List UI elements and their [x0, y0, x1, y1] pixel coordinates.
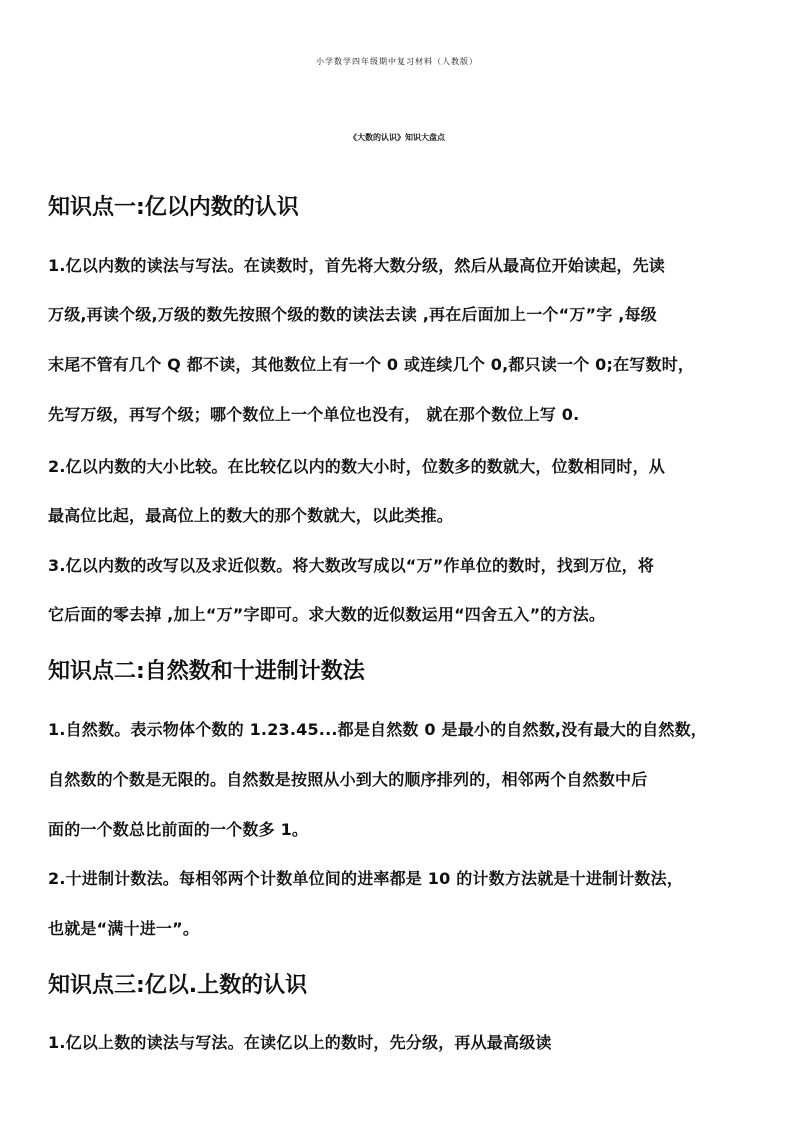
section-heading-1: 知识点一:亿以内数的认识 — [48, 195, 299, 220]
paragraph-line: 自然数的个数是无限的。自然数是按照从小到大的顺序排列的，相邻两个自然数中后 — [48, 770, 648, 789]
document-title: 小学数学四年级期中复习材料（人教版） — [316, 57, 478, 66]
paragraph-line: 先写万级，再写个级；哪个数位上一个单位也没有， 就在那个数位上写 0. — [48, 405, 580, 424]
section-heading-3: 知识点三:亿以.上数的认识 — [48, 973, 308, 998]
paragraph-line: 1.亿以上数的读法与写法。在读亿以上的数时，先分级，再从最高级读 — [48, 1033, 552, 1052]
paragraph-line: 2.十进制计数法。每相邻两个计数单位间的进率都是 10 的计数方法就是十进制计数法， — [48, 869, 684, 888]
paragraph-line: 它后面的零去掉 ,加上“万”字即可。求大数的近似数运用“四舍五入”的方法。 — [48, 605, 606, 624]
paragraph-line: 1.自然数。表示物体个数的 1.23.45...都是自然数 0 是最小的自然数,没有最大的自然数， — [48, 720, 707, 739]
paragraph-line: 1.亿以内数的读法与写法。在读数时，首先将大数分级，然后从最高位开始读起，先读 — [48, 256, 666, 275]
paragraph-line: 3.亿以内数的改写以及求近似数。将大数改写成以“万”作单位的数时，找到万位，将 — [48, 556, 655, 575]
paragraph-line: 万级,再读个级,万级的数先按照个级的数的读法去读 ,再在后面加上一个“万”字 ,每级 — [48, 305, 657, 324]
section-heading-2: 知识点二:自然数和十进制计数法 — [48, 659, 365, 684]
document-subtitle: 《大数的认识》知识大盘点 — [349, 133, 445, 142]
paragraph-line: 最高位比起，最高位上的数大的那个数就大，以此类推。 — [48, 506, 454, 525]
paragraph-line: 2.亿以内数的大小比较。在比较亿以内的数大小时，位数多的数就大，位数相同时，从 — [48, 457, 666, 476]
paragraph-line: 也就是“满十进一”。 — [48, 919, 200, 938]
paragraph-line: 末尾不管有几个 Q 都不读，其他数位上有一个 0 或连续几个 0,都只读一个 0;在写数时， — [48, 355, 695, 374]
paragraph-line: 面的一个数总比前面的一个数多 1。 — [48, 820, 309, 839]
